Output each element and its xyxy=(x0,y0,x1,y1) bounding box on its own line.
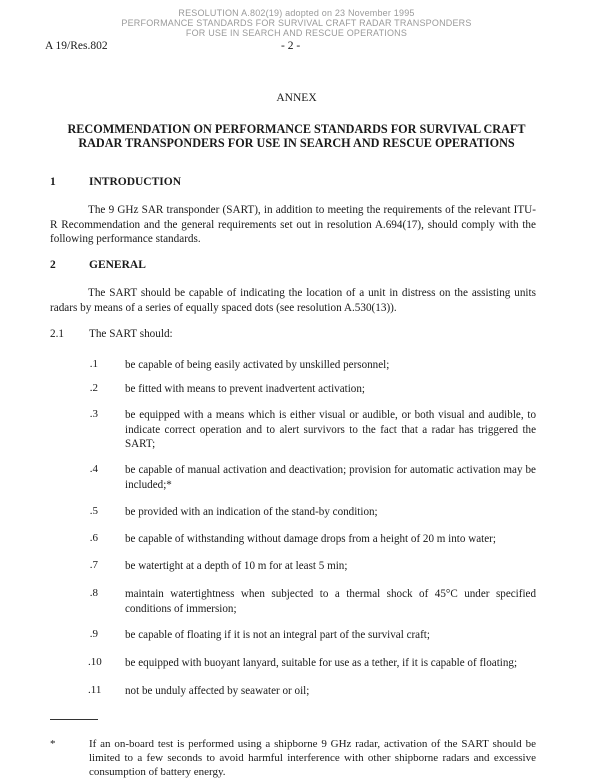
watermark-line-3: FOR USE IN SEARCH AND RESCUE OPERATIONS xyxy=(185,28,408,38)
list-item-text: be provided with an indication of the stand-by condition; xyxy=(125,506,378,518)
list-item-text: not be unduly affected by seawater or oil; xyxy=(125,685,310,697)
footnote-text: If an on-board test is performed using a shipborne 9 GHz radar, activation of the SART should be limited to a few seconds to avoid harmful interference with other shipborne radars and excessive consumption of battery energy. xyxy=(89,738,536,778)
list-item-text: be capable of withstanding without damage drops from a height of 20 m into water; xyxy=(125,533,496,545)
section-2-heading: GENERAL xyxy=(89,259,146,271)
section-2-paragraph: The SART should be capable of indicating the location of a unit in distress on the assisting units radars by means of a series of equally spaced dots (see resolution A.530(13)). xyxy=(50,287,536,314)
list-item-number: .2 xyxy=(89,382,98,394)
subsection-number: 2.1 xyxy=(50,328,64,340)
annex-heading: ANNEX xyxy=(276,92,317,104)
document-title-line-1: RECOMMENDATION ON PERFORMANCE STANDARDS FOR SURVIVAL CRAFT xyxy=(67,122,526,136)
watermark-line-1: RESOLUTION A.802(19) adopted on 23 November 1995 xyxy=(178,8,415,18)
list-item-number: .3 xyxy=(89,408,98,420)
list-item-number: .7 xyxy=(89,559,98,571)
watermark-line-2: PERFORMANCE STANDARDS FOR SURVIVAL CRAFT RADAR TRANSPONDERS xyxy=(121,18,472,28)
section-2-number: 2 xyxy=(50,259,56,271)
list-item-number: .5 xyxy=(89,505,98,517)
list-item-number: .11 xyxy=(88,684,102,696)
list-item-text: be capable of manual activation and deactivation; provision for automatic activation may be included;* xyxy=(125,464,536,491)
section-1-heading: INTRODUCTION xyxy=(89,176,182,188)
list-item-number: .10 xyxy=(88,656,102,668)
list-item-text: be fitted with means to prevent inadvertent activation; xyxy=(125,383,365,395)
list-item-number: .1 xyxy=(89,358,98,370)
footnote-marker: * xyxy=(50,738,56,750)
list-item-text: maintain watertightness when subjected to a thermal shock of 45°C under specified conditions of immersion; xyxy=(125,588,536,615)
list-item-text: be capable of floating if it is not an integral part of the survival craft; xyxy=(125,629,430,641)
list-item-text: be equipped with buoyant lanyard, suitable for use as a tether, if it is capable of floating; xyxy=(125,657,518,669)
list-item-number: .6 xyxy=(89,532,98,544)
list-item-text: be watertight at a depth of 10 m for at least 5 min; xyxy=(125,560,348,572)
document-title-line-2: RADAR TRANSPONDERS FOR USE IN SEARCH AND RESCUE OPERATIONS xyxy=(78,136,515,150)
footnote-divider xyxy=(50,719,98,720)
section-1-number: 1 xyxy=(50,176,56,188)
list-item-number: .9 xyxy=(89,628,98,640)
list-item-text: be capable of being easily activated by unskilled personnel; xyxy=(125,359,390,371)
list-item-number: .8 xyxy=(89,587,98,599)
subsection-lead: The SART should: xyxy=(89,328,173,340)
list-item-text: be equipped with a means which is either visual or audible, or both visual and audible, to indicate correct operation and to alert survivors to the fact that a radar has triggered the SART; xyxy=(125,409,536,450)
document-reference: A 19/Res.802 xyxy=(45,40,108,52)
section-1-paragraph: The 9 GHz SAR transponder (SART), in addition to meeting the requirements of the relevant ITU-R Recommendation and the general requirements set out in resolution A.694(17), should comply with the following performance standards. xyxy=(50,204,536,245)
list-item-number: .4 xyxy=(89,463,98,475)
page-number: - 2 - xyxy=(281,40,301,52)
